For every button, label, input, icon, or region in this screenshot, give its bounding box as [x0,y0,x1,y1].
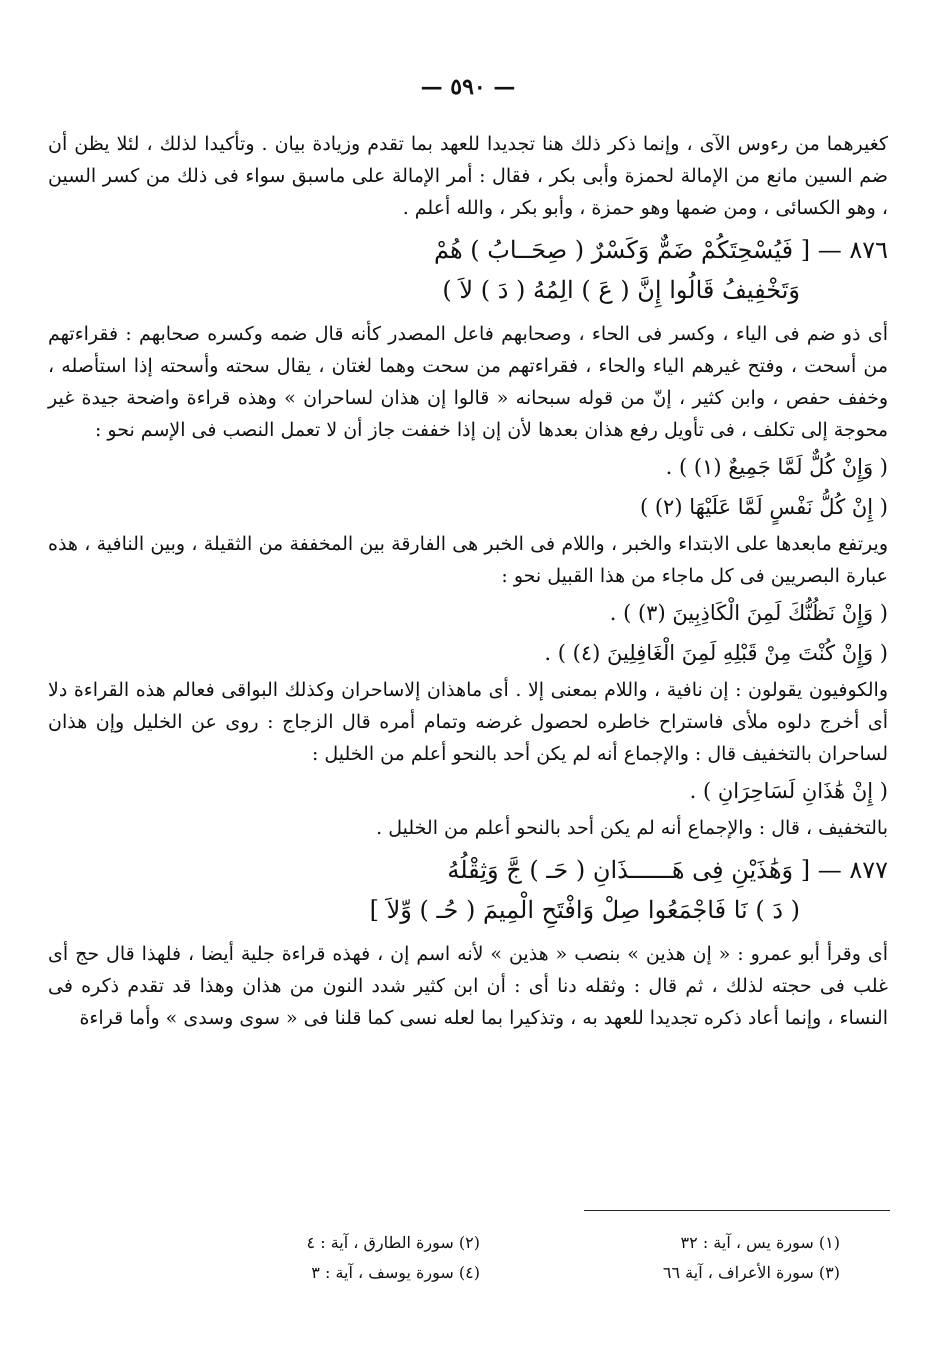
paragraph-intro: كغيرهما من رءوس الآى ، وإنما ذكر ذلك هنا تجديدا للعهد بما تقدم وزيادة بيان . وتأكيدا لذلك ، لئلا يظن أن ضم السين مانع من الإمالة لحمزة وأبى بكر ، فقال : أمر الإمالة على ماسبق سواء فى ذلك من كسر السين ، وهو الكسائى ، ومن ضمها وهو حمزة ، وأبو بكر ، والله أعلم . [48,133,888,219]
paragraph-kufans: والكوفيون يقولون : إن نافية ، واللام بمعنى إلا . أى ماهذان إلاساحران وكذلك البواقى فعالم هذه القراءة دلا أى أخرج دلوه ملأى فاستراح خاطره لحصول غرضه وتمام أمره قال الزجاج : روى عن الخليل وإن هذان لساحران بالتخفيف قال : والإجماع أنه لم يكن أحد بالنحو أعلم من الخليل : [48,679,888,765]
paragraph-basrans: ويرتفع مابعدها على الابتداء والخبر ، واللام فى الخبر هى الفارقة بين المخففة من الثقيلة ، وبين النافية ، هذه عبارة البصريين فى كل ماجاء من هذا القبيل نحو : [48,533,888,587]
verse-876-line-1: ٨٧٦ — [ فَيُسْحِتَكُمْ ضَمٌّ وَكَسْرٌ ( صِحَــابُ ) هُمْ [434,236,888,264]
footnote-row-2 [160,1258,840,1288]
footnote-2: (٢) سورة الطارق ، آية : ٤ [306,1233,480,1252]
quran-quote-2: ( إِنْ كُلُّ نَفْسٍ لَمَّا عَلَيْهَا (٢) ) [639,495,888,519]
footnotes [160,1228,840,1288]
body-text [48,128,888,1034]
verse-877-line-2: ( دَ ) نَا فَاجْمَعُوا صِلْ وَافْتَحِ الْمِيمَ ( حُـ ) وِّلاَ ] [369,896,800,924]
verse-876-line-2: وَتَخْفِيفُ قَالُوا إِنَّ ( عَ ) الِمُهُ ( دَ ) لاَ ) [442,276,800,304]
paragraph-commentary-877: أى وقرأ أبو عمرو : « إن هذين » بنصب « هذين » لأنه اسم إن ، فهذه قراءة جلية أيضا ، فلهذا قال حج أى غلب فى حجته لذلك ، ثم قال : وثقله دنا أى : أن ابن كثير شدد النون من هذان وهذا قد تقدم ذكره فى النساء ، وإنما أعاد ذكره تجديدا للعهد به ، وتذكيرا بما لعله نسى كما قلنا فى « سوى وسدى » وأما قراءة [48,943,888,1029]
quran-quote-5: ( إِنْ هَٰذَانِ لَسَاحِرَانِ ) . [689,779,888,803]
page-number: — ٥٩٠ — [420,74,516,100]
footnote-4: (٤) سورة يوسف ، آية : ٣ [311,1263,480,1282]
verse-877-line-1: ٨٧٧ — [ وَهَٰذَيْنِ فِى هَــــــذَانِ ( حَـ ) جَّ وَثِقْلُهُ [447,856,888,884]
quran-quote-4: ( وَإِنْ كُنْتَ مِنْ قَبْلِهِ لَمِنَ الْغَافِلِينَ (٤) ) . [544,641,888,665]
footnote-1: (١) سورة يس ، آية : ٣٢ [680,1233,840,1252]
quran-quote-3: ( وَإِنْ نَظُنُّكَ لَمِنَ الْكَاذِبِينَ (٣) ) . [609,601,888,625]
footnote-row-1 [160,1228,840,1258]
quran-quote-1: ( وَإِنْ كُلٌّ لَمَّا جَمِيعٌ (١) ) . [665,455,888,479]
footnote-3: (٣) سورة الأعراف ، آية ٦٦ [662,1263,840,1282]
footnote-divider [584,1210,890,1211]
paragraph-takhfif: بالتخفيف ، قال : والإجماع أنه لم يكن أحد بالنحو أعلم من الخليل . [376,817,888,839]
paragraph-commentary-876: أى ذو ضم فى الياء ، وكسر فى الحاء ، وصحابهم فاعل المصدر كأنه قال ضمه وكسره صحابهم : فقراءتهم من أسحت ، وفتح غيرهم الياء والحاء ، فقراءتهم من سحت وهما لغتان ، يقال سحته وأسحته إذا استأصله ، وخفف حفص ، وابن كثير ، إنّ من قوله سبحانه « قالوا إن هذان لساحران » وهذه قراءة واضحة جيدة غير محوجة إلى تكلف ، فى تأويل رفع هذان بعدها لأن إن إذا خففت جاز أن لا تعمل النصب فى الإسم نحو : [48,323,888,441]
